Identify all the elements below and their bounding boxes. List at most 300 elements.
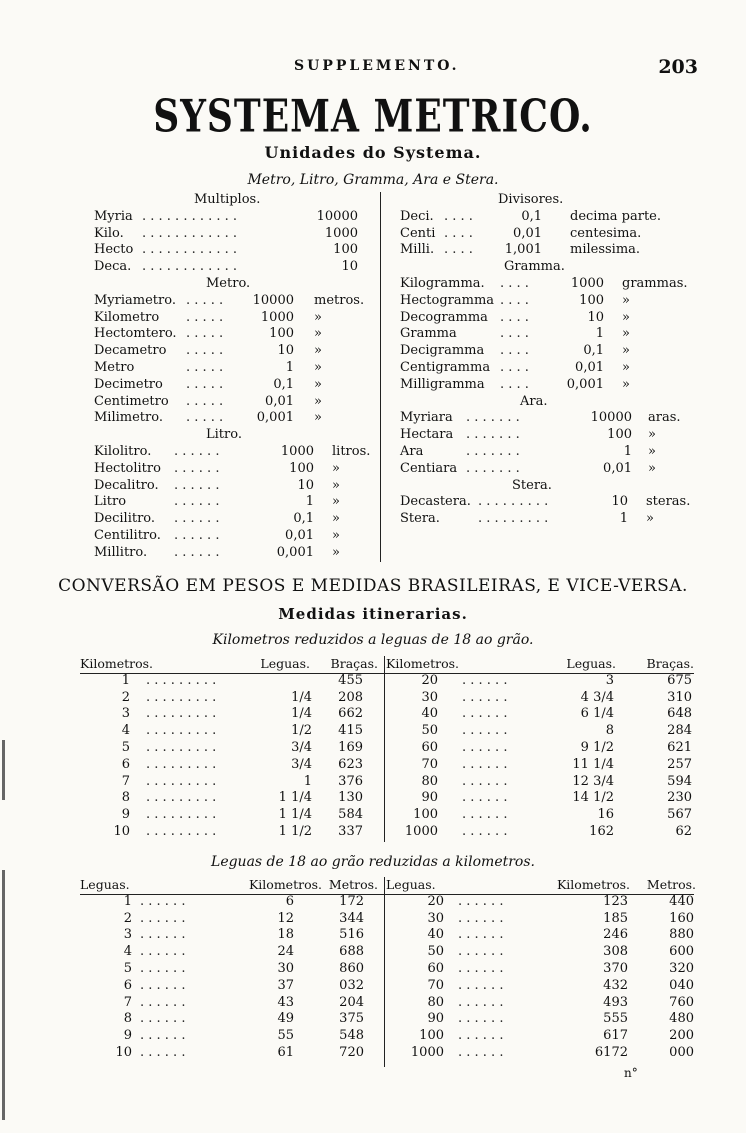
table-cell: 230 [667, 790, 692, 806]
item-value: 1 [619, 511, 628, 527]
table-cell: 55 [277, 1028, 294, 1044]
table-cell: 160 [669, 910, 694, 926]
page-title: SYSTEMA METRICO. [153, 90, 593, 143]
table-cell: 308 [603, 944, 628, 960]
table-row [94, 377, 376, 394]
metro-title-row [94, 276, 376, 293]
item-name: Decogramma [400, 309, 488, 325]
table-row [400, 377, 690, 394]
table-row [94, 461, 376, 478]
item-unit: aras. [648, 410, 681, 426]
item-name: Milli. [400, 242, 435, 258]
item-desc: milessima. [570, 242, 641, 258]
leader-dots: . . . . [500, 309, 529, 325]
table-cell: 43 [277, 994, 294, 1010]
item-value: 10000 [316, 208, 358, 224]
item-value: 0,01 [575, 359, 604, 375]
leader-dots: . . . . . . . [466, 410, 520, 426]
item-name: Milligramma [400, 376, 485, 392]
item-unit: metros. [314, 292, 365, 308]
table-cell: 3 [121, 706, 130, 722]
item-unit: » [648, 427, 656, 443]
table-row [94, 528, 376, 545]
leader-dots: . . . . . . [462, 823, 508, 839]
leader-dots: . . . . . . . . . . . . [142, 259, 238, 275]
table-cell: 3/4 [291, 756, 312, 772]
table-cell: 5 [121, 739, 130, 755]
item-value: 0,1 [521, 208, 542, 224]
margin-mark [2, 740, 5, 800]
item-name: Stera. [400, 511, 440, 527]
table-row [0, 1028, 746, 1045]
leader-dots: . . . . . . [462, 807, 508, 823]
table-cell: 60 [427, 960, 444, 976]
leader-dots: . . . . . . . . . [146, 689, 217, 705]
leader-dots: . . . . . . [174, 511, 220, 527]
stera-title: Stera. [512, 477, 552, 493]
table-cell: 1 1/2 [278, 823, 312, 839]
table-row [94, 444, 376, 461]
leader-dots: . . . . . . [174, 460, 220, 476]
leader-dots: . . . . . . . . . [146, 672, 217, 688]
item-name: Metro [94, 359, 135, 375]
table-row [94, 511, 376, 528]
item-name: Decimetro [94, 376, 163, 392]
item-value: 100 [269, 326, 294, 342]
table-cell: 208 [338, 689, 363, 705]
table-row [0, 927, 746, 944]
item-value: 0,001 [566, 376, 604, 392]
leader-dots: . . . . . . [140, 927, 186, 943]
table-cell: 172 [339, 893, 364, 909]
leader-dots: . . . . . . . . . [146, 739, 217, 755]
table-row [0, 1011, 746, 1028]
table-cell: 880 [669, 927, 694, 943]
metro-title: Metro. [206, 275, 251, 291]
leader-dots: . . . . . . [462, 706, 508, 722]
table-cell: 621 [667, 739, 692, 755]
item-unit: » [648, 460, 656, 476]
table-cell: 584 [338, 807, 363, 823]
table-cell: 8 [121, 790, 130, 806]
table-cell: 720 [339, 1044, 364, 1060]
leader-dots: . . . . . [186, 309, 224, 325]
table-cell: 040 [669, 977, 694, 993]
item-name: Decalitro. [94, 477, 159, 493]
table-cell: 310 [667, 689, 692, 705]
item-value: 0,01 [513, 225, 542, 241]
leader-dots: . . . . . . [462, 723, 508, 739]
leader-dots: . . . . . . [140, 944, 186, 960]
table-cell: 14 1/2 [572, 790, 614, 806]
leader-dots: . . . . . . [174, 477, 220, 493]
leader-dots: . . . . . . [174, 527, 220, 543]
table-row [400, 343, 690, 360]
leader-dots: . . . . [500, 359, 529, 375]
table-cell: 1/4 [291, 706, 312, 722]
table-row [0, 723, 746, 740]
item-name: Centiara [400, 460, 458, 476]
table-row [400, 511, 690, 528]
leader-dots: . . . . . . . [466, 460, 520, 476]
table-cell: 370 [603, 960, 628, 976]
column-header: Leguas. [80, 877, 130, 892]
table-cell: 3/4 [291, 739, 312, 755]
item-name: Centi [400, 225, 436, 241]
item-desc: centesima. [570, 225, 642, 241]
table-cell: 6 [285, 893, 294, 909]
leader-dots: . . . . . . [462, 773, 508, 789]
table-cell: 480 [669, 1011, 694, 1027]
table-cell: 432 [603, 977, 628, 993]
table-row [94, 259, 376, 276]
leader-dots: . . . . . . . . . [146, 823, 217, 839]
item-name: Hectolitro [94, 460, 161, 476]
table-row [94, 360, 376, 377]
table-cell: 6172 [594, 1044, 628, 1060]
leader-dots: . . . . . . [458, 1011, 504, 1027]
page-number: 203 [658, 56, 698, 78]
item-name: Decigramma [400, 343, 485, 359]
table-cell: 18 [277, 927, 294, 943]
table-cell: 70 [421, 756, 438, 772]
table-row [0, 995, 746, 1012]
leader-dots: . . . . . . [174, 494, 220, 510]
item-name: Litro [94, 494, 127, 510]
table-row [400, 410, 690, 427]
table-cell: 24 [277, 944, 294, 960]
table-row [400, 209, 690, 226]
leader-dots: . . . . . . [140, 1028, 186, 1044]
table-cell: 5 [123, 960, 132, 976]
leader-dots: . . . . . . [458, 1028, 504, 1044]
table-row [0, 790, 746, 807]
leader-dots: . . . . . . . . . . . . [142, 225, 238, 241]
item-name: Decilitro. [94, 511, 156, 527]
item-value: 1000 [324, 225, 358, 241]
column-header: Braças. [646, 656, 694, 671]
table-cell: 30 [277, 960, 294, 976]
table-row [0, 673, 746, 690]
table-row [0, 690, 746, 707]
leader-dots: . . . . [444, 225, 473, 241]
table-cell: 9 [121, 807, 130, 823]
leader-dots: . . . . . . . . . [478, 511, 549, 527]
item-unit: » [622, 343, 630, 359]
leader-dots: . . . . [500, 292, 529, 308]
leader-dots: . . . . . . . . . . . . [142, 208, 238, 224]
table-row [400, 310, 690, 327]
table-row [94, 326, 376, 343]
leader-dots: . . . . . . [462, 689, 508, 705]
table-cell: 516 [339, 927, 364, 943]
item-unit: » [332, 460, 340, 476]
item-unit: » [648, 443, 656, 459]
table-cell: 493 [603, 994, 628, 1010]
leader-dots: . . . . . . [458, 927, 504, 943]
item-value: 1 [623, 443, 632, 459]
leader-dots: . . . . . . . . . [146, 773, 217, 789]
item-value: 0,001 [256, 410, 294, 426]
table-cell: 675 [667, 672, 692, 688]
column-header: Leguas. [386, 877, 436, 892]
leader-dots: . . . . . . . . . [146, 706, 217, 722]
item-value: 100 [289, 460, 314, 476]
table-cell: 284 [667, 723, 692, 739]
table-header [0, 877, 746, 894]
table-cell: 1/4 [291, 689, 312, 705]
item-name: Milimetro. [94, 410, 163, 426]
column-header: Kilometros. [386, 656, 460, 671]
table2 [0, 877, 746, 1062]
leader-dots: . . . . . . [174, 443, 220, 459]
table-row [0, 706, 746, 723]
table-cell: 1 [123, 893, 132, 909]
table-cell: 11 1/4 [572, 756, 614, 772]
table-cell: 100 [413, 807, 438, 823]
leader-dots: . . . . . . . . . [146, 723, 217, 739]
stera-title-row [400, 478, 690, 495]
table-cell: 100 [419, 1028, 444, 1044]
table1 [0, 656, 746, 841]
table-cell: 548 [339, 1028, 364, 1044]
table-row [94, 293, 376, 310]
table-cell: 1/2 [291, 723, 312, 739]
table-cell: 6 1/4 [580, 706, 614, 722]
table-cell: 7 [121, 773, 130, 789]
table-row [400, 494, 690, 511]
table-cell: 6 [123, 977, 132, 993]
table-cell: 440 [669, 893, 694, 909]
item-unit: » [314, 343, 322, 359]
item-value: 10 [341, 259, 358, 275]
table-cell: 123 [603, 893, 628, 909]
table-cell: 90 [427, 1011, 444, 1027]
table-cell: 185 [603, 910, 628, 926]
table-row [94, 494, 376, 511]
item-value: 100 [607, 427, 632, 443]
leader-dots: . . . . . . [140, 960, 186, 976]
item-name: Ara [400, 443, 424, 459]
divisores-title: Divisores. [498, 192, 564, 207]
column-header: Metros. [328, 877, 378, 892]
leader-dots: . . . . . . . . . [146, 790, 217, 806]
item-name: Gramma [400, 326, 457, 342]
table-cell: 1000 [404, 823, 438, 839]
table-row [0, 824, 746, 841]
table-cell: 40 [427, 927, 444, 943]
table-cell: 130 [338, 790, 363, 806]
gramma-title: Gramma. [504, 259, 565, 275]
table-cell: 10 [115, 1044, 132, 1060]
item-unit: » [332, 511, 340, 527]
column-header: Kilometros. [556, 877, 630, 892]
item-unit: grammas. [622, 275, 688, 291]
item-unit: » [622, 326, 630, 342]
ara-title-row [400, 394, 690, 411]
table-row [94, 410, 376, 427]
item-value: 1 [285, 359, 294, 375]
item-name: Myriametro. [94, 292, 176, 308]
table-cell: 1 [303, 773, 312, 789]
item-value: 100 [579, 292, 604, 308]
multiplos-title-row [94, 192, 376, 209]
table-row [0, 944, 746, 961]
table-cell: 760 [669, 994, 694, 1010]
item-name: Decastera. [400, 494, 471, 510]
item-unit: » [646, 511, 654, 527]
leader-dots: . . . . [500, 275, 529, 291]
leader-dots: . . . . [444, 208, 473, 224]
table-cell: 6 [121, 756, 130, 772]
item-name: Kilo. [94, 225, 124, 241]
item-unit: » [622, 309, 630, 325]
column-header: Leguas. [260, 656, 310, 671]
table-cell: 4 3/4 [580, 689, 614, 705]
table-row [94, 226, 376, 243]
leader-dots: . . . . [500, 343, 529, 359]
table-cell: 688 [339, 944, 364, 960]
leader-dots: . . . . . [186, 343, 224, 359]
gramma-title-row [400, 259, 690, 276]
table-cell: 9 1/2 [580, 739, 614, 755]
table-cell: 555 [603, 1011, 628, 1027]
table-cell: 455 [338, 672, 363, 688]
table-cell: 61 [277, 1044, 294, 1060]
table-cell: 860 [339, 960, 364, 976]
item-unit: litros. [332, 443, 371, 459]
table-cell: 2 [123, 910, 132, 926]
table-cell: 16 [597, 807, 614, 823]
table-row [400, 326, 690, 343]
multiplos-title: Multiplos. [194, 192, 261, 207]
table-cell: 344 [339, 910, 364, 926]
table-cell: 4 [123, 944, 132, 960]
item-value: 10 [277, 343, 294, 359]
item-name: Millitro. [94, 544, 148, 560]
item-value: 0,1 [293, 511, 314, 527]
item-unit: » [622, 376, 630, 392]
table-cell: 567 [667, 807, 692, 823]
leader-dots: . . . . [500, 376, 529, 392]
leader-dots: . . . . . [186, 359, 224, 375]
table-row [400, 293, 690, 310]
item-value: 10 [297, 477, 314, 493]
leader-dots: . . . . . . . . . [478, 494, 549, 510]
item-unit: » [622, 292, 630, 308]
table-row [94, 478, 376, 495]
litro-title-row [94, 427, 376, 444]
item-value: 0,01 [603, 460, 632, 476]
item-unit: » [332, 477, 340, 493]
leader-dots: . . . . . . . . . [146, 756, 217, 772]
leader-dots: . . . . . . [140, 893, 186, 909]
item-unit: » [622, 359, 630, 375]
table-cell: 600 [669, 944, 694, 960]
table-cell: 60 [421, 739, 438, 755]
table-row [400, 226, 690, 243]
table-cell: 20 [427, 893, 444, 909]
table-cell: 032 [339, 977, 364, 993]
units-list: Metro, Litro, Gramma, Ara e Stera. [247, 172, 499, 188]
item-value: 10000 [590, 410, 632, 426]
leader-dots: . . . . . . [458, 977, 504, 993]
table-row [94, 343, 376, 360]
item-value: 10 [587, 309, 604, 325]
leader-dots: . . . . . [186, 326, 224, 342]
table-cell: 594 [667, 773, 692, 789]
leader-dots: . . . . . . [458, 1044, 504, 1060]
table-row [0, 911, 746, 928]
leader-dots: . . . . . . [462, 790, 508, 806]
leader-dots: . . . . . . [462, 672, 508, 688]
table-cell: 80 [421, 773, 438, 789]
leader-dots: . . . . [500, 326, 529, 342]
item-value: 10000 [252, 292, 294, 308]
item-name: Centimetro [94, 393, 169, 409]
table-row [0, 774, 746, 791]
item-name: Myriara [400, 410, 453, 426]
leader-dots: . . . . . . . . . . . . [142, 242, 238, 258]
table-row [0, 1045, 746, 1062]
item-value: 0,1 [583, 343, 604, 359]
footer-mark: n° [624, 1066, 638, 1080]
leader-dots: . . . . . . . [466, 427, 520, 443]
itinerarias-title: Medidas itinerarias. [278, 605, 468, 623]
table-cell: 648 [667, 706, 692, 722]
column-header: Metros. [646, 877, 696, 892]
table-cell: 2 [121, 689, 130, 705]
leader-dots: . . . . . . [140, 977, 186, 993]
table2-caption: Leguas de 18 ao grão reduzidas a kilometros. [211, 854, 535, 870]
item-unit: » [314, 376, 322, 392]
item-value: 1,001 [504, 242, 542, 258]
table-row [94, 394, 376, 411]
item-value: 1000 [570, 275, 604, 291]
item-value: 10 [611, 494, 628, 510]
table-row [0, 978, 746, 995]
item-unit: » [314, 326, 322, 342]
table-cell: 415 [338, 723, 363, 739]
item-value: 1000 [280, 443, 314, 459]
table-cell: 257 [667, 756, 692, 772]
leader-dots: . . . . . [186, 376, 224, 392]
item-name: Myria [94, 208, 133, 224]
table-cell: 8 [605, 723, 614, 739]
table-cell: 70 [427, 977, 444, 993]
column-header: Braças. [330, 656, 378, 671]
table-cell: 169 [338, 739, 363, 755]
leader-dots: . . . . . . . . . [146, 807, 217, 823]
table-row [0, 740, 746, 757]
table-cell: 1000 [410, 1044, 444, 1060]
table-cell: 80 [427, 994, 444, 1010]
item-name: Centilitro. [94, 527, 161, 543]
table-cell: 376 [338, 773, 363, 789]
table-cell: 1 [121, 672, 130, 688]
item-value: 0,001 [276, 544, 314, 560]
table-cell: 162 [589, 823, 614, 839]
leader-dots: . . . . [444, 242, 473, 258]
table-cell: 200 [669, 1028, 694, 1044]
leader-dots: . . . . . . [462, 739, 508, 755]
table-cell: 10 [113, 823, 130, 839]
item-name: Hecto [94, 242, 134, 258]
item-unit: » [314, 309, 322, 325]
item-unit: » [332, 544, 340, 560]
item-name: Kilolitro. [94, 443, 152, 459]
table-cell: 8 [123, 1011, 132, 1027]
